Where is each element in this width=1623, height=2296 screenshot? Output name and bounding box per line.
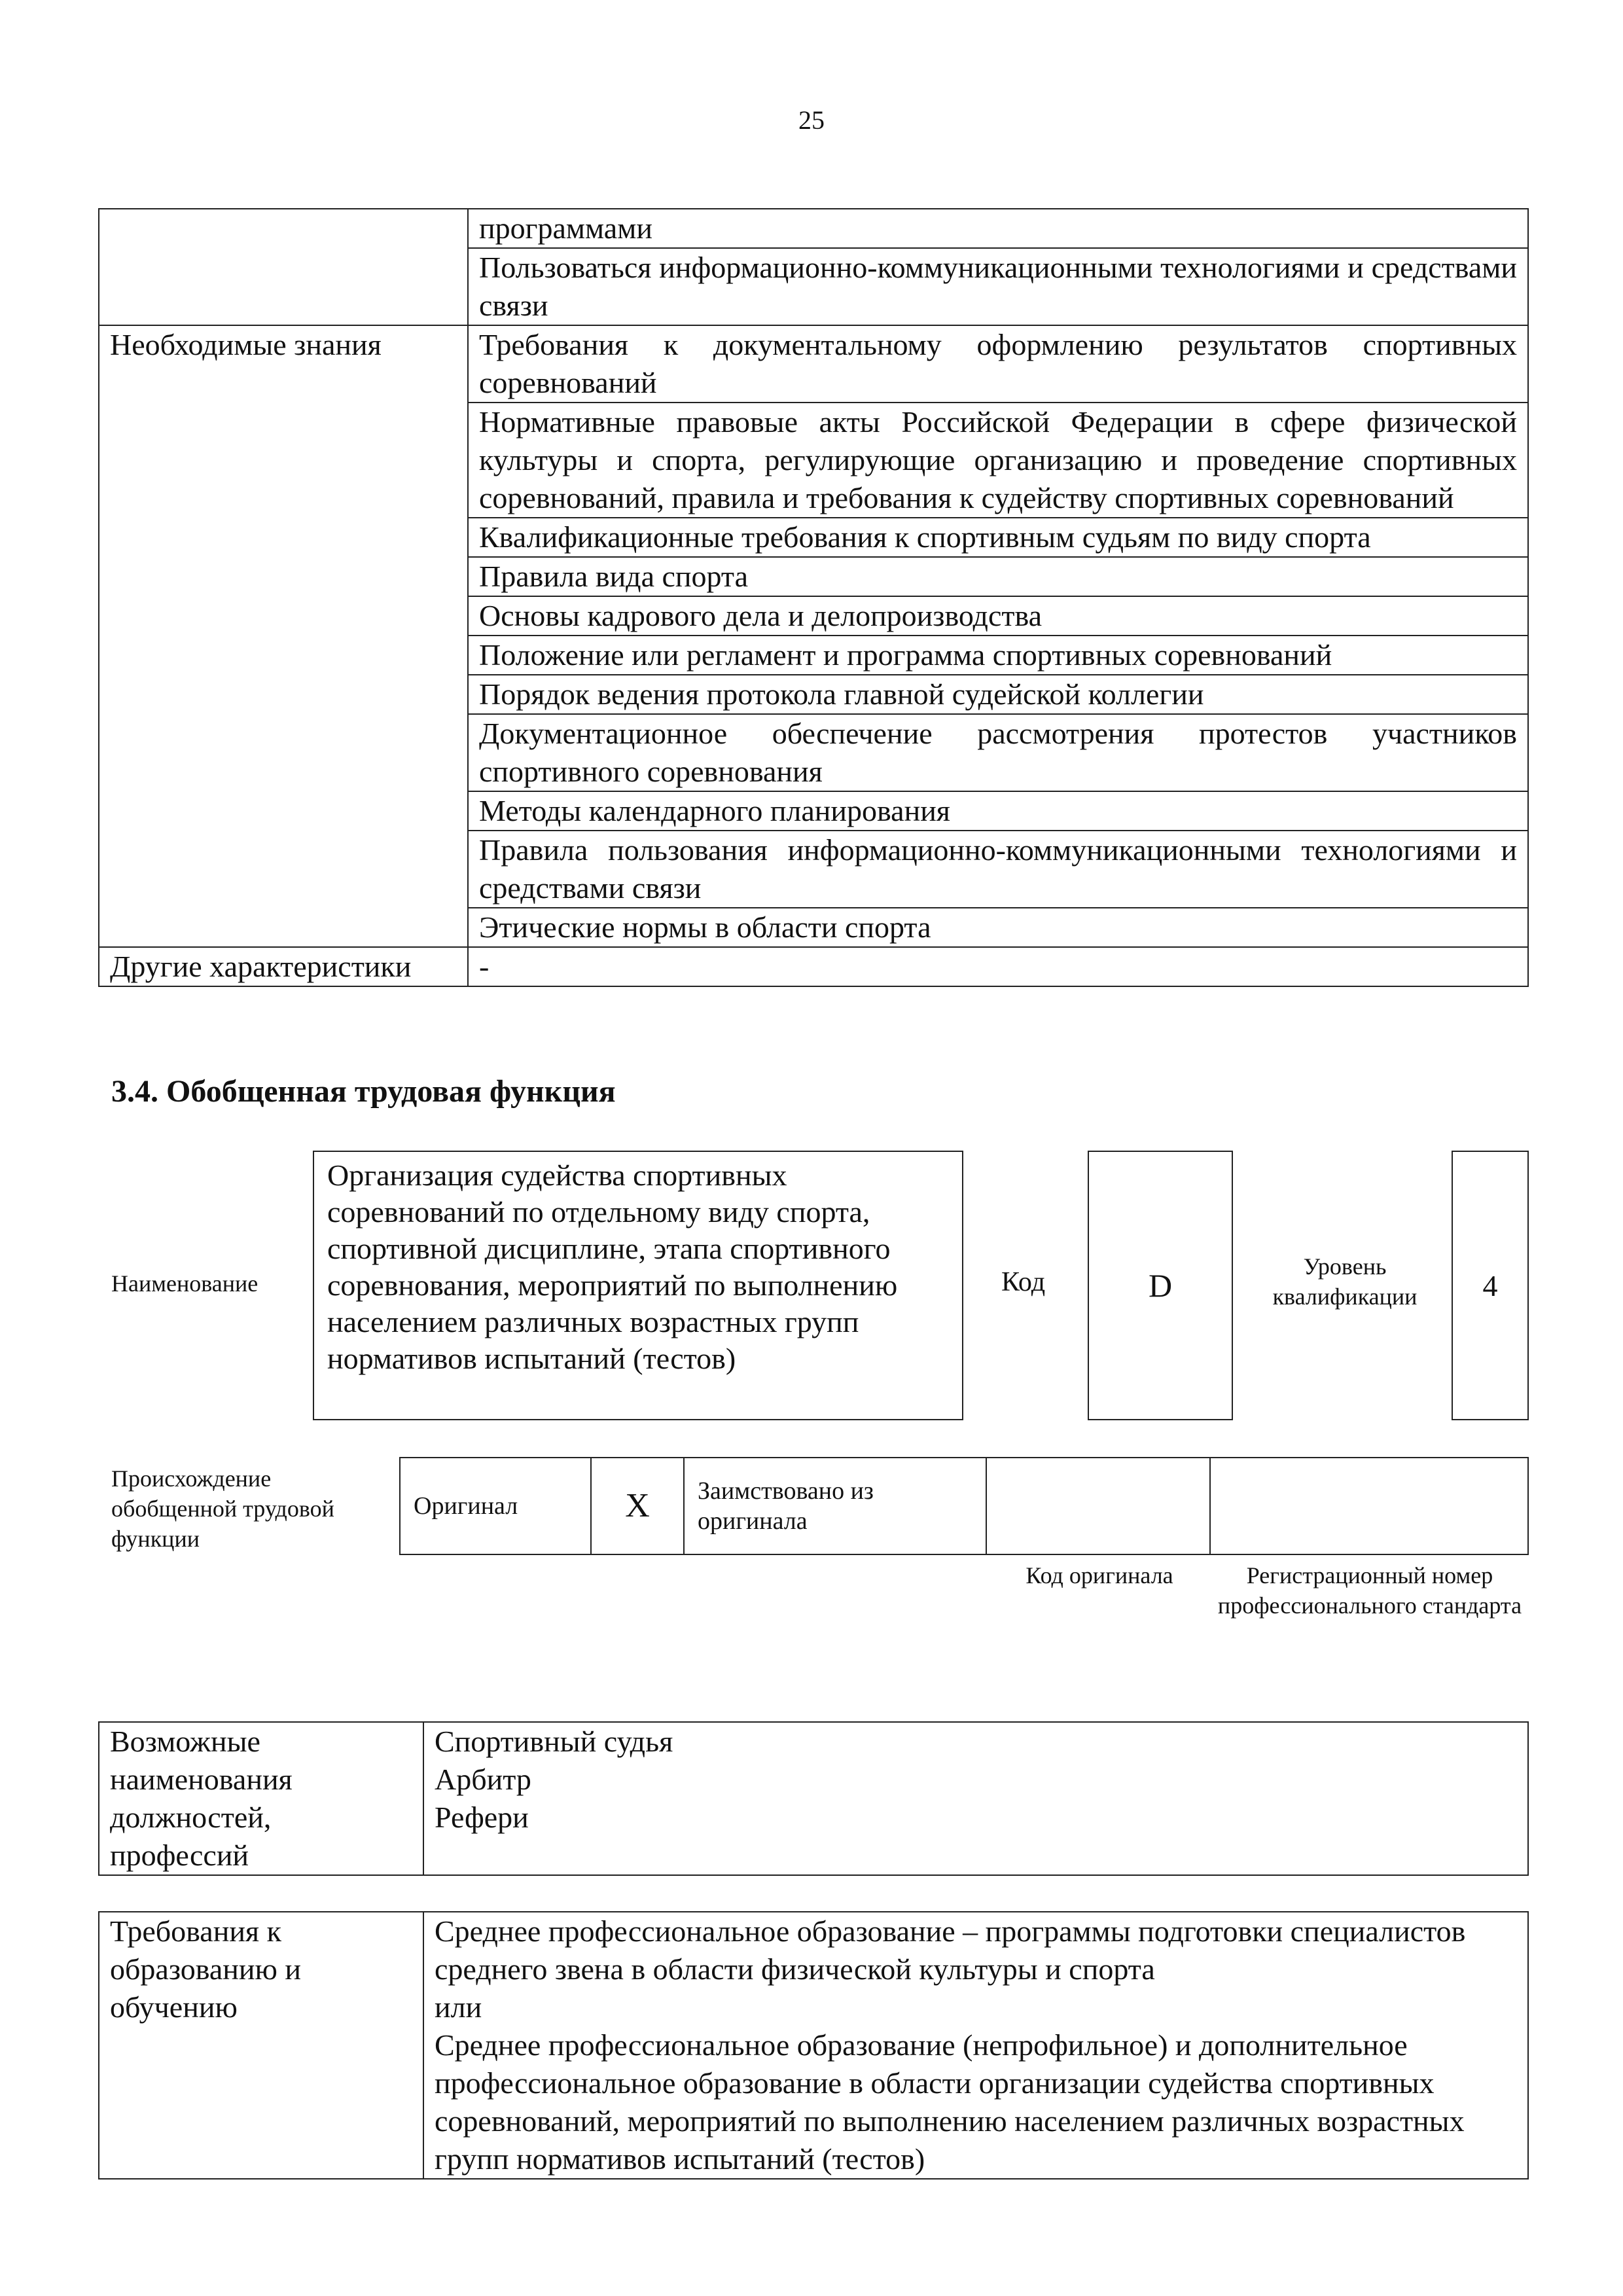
row-label: Другие характеристики: [99, 947, 468, 986]
page-number: 25: [798, 105, 825, 135]
education-table: [98, 1911, 1529, 2179]
list-item: Спортивный судья: [435, 1725, 673, 1758]
row-text: -: [468, 947, 1528, 986]
education-text: [423, 1912, 1528, 2179]
reg-number-cell: [1210, 1458, 1528, 1554]
knowledge-table: [98, 208, 1529, 987]
name-value: Организация судейства спортивных соревнований по отдельному виду спорта, спортивной дисциплине, этапа спортивного соревнования, мероприятий по выполнению населением различных возрастных групп нормативов испытаний (тестов): [313, 1151, 963, 1420]
positions-label: Возможные наименования должностей, профессий: [99, 1722, 423, 1875]
row-text: Правила пользования информационно-коммуникационными технологиями и средствами связи: [468, 831, 1528, 908]
reg-number-caption: Регистрационный номер профессионального стандарта: [1217, 1562, 1522, 1619]
table-row: [99, 325, 1528, 403]
row-text: Квалификационные требования к спортивным судьям по виду спорта: [468, 518, 1528, 557]
level-value: 4: [1452, 1151, 1529, 1420]
code-original-caption: Код оригинала: [1026, 1562, 1173, 1588]
positions-list: [423, 1722, 1528, 1875]
education-option-2: Среднее профессиональное образование (непрофильное) и дополнительное профессиональное образование в области организации судейства спортивных соревнований, мероприятий по выполнению населением различных возрастных групп нормативов испытаний (тестов): [435, 2028, 1465, 2176]
row-text: Основы кадрового дела и делопроизводства: [468, 596, 1528, 636]
code-value: D: [1088, 1151, 1233, 1420]
row-label: [99, 209, 468, 325]
row-text: Пользоваться информационно-коммуникационными технологиями и средствами связи: [468, 248, 1528, 325]
name-label: Наименование: [111, 1270, 259, 1297]
table-row: [99, 1722, 1528, 1875]
list-item: Рефери: [435, 1801, 529, 1834]
row-text: Правила вида спорта: [468, 557, 1528, 596]
row-text: Документационное обеспечение рассмотрения протестов участников спортивного соревнования: [468, 714, 1528, 791]
table-row: [99, 1912, 1528, 2179]
table-row: [99, 209, 1528, 248]
row-text: Этические нормы в области спорта: [468, 908, 1528, 947]
row-text: Методы календарного планирования: [468, 791, 1528, 831]
borrowed-label: Заимствовано из оригинала: [684, 1458, 986, 1554]
row-text: Положение или регламент и программа спортивных соревнований: [468, 636, 1528, 675]
list-item: Арбитр: [435, 1763, 531, 1796]
level-label: Уровень квалификации: [1272, 1253, 1418, 1310]
origin-label: Происхождение обобщенной трудовой функции: [111, 1465, 334, 1552]
education-label: Требования к образованию и обучению: [99, 1912, 423, 2179]
section-title: 3.4. Обобщенная трудовая функция: [111, 1074, 616, 1109]
table-row: [400, 1458, 1528, 1554]
row-label: Необходимые знания: [99, 325, 468, 947]
row-text: Нормативные правовые акты Российской Федерации в сфере физической культуры и спорта, регулирующие организацию и проведение спортивных соревнований, правила и требования к судейству спортивных соревнований: [468, 403, 1528, 518]
original-label: Оригинал: [400, 1458, 591, 1554]
education-or: или: [435, 1990, 482, 2024]
code-label: Код: [1001, 1267, 1046, 1297]
row-text: Порядок ведения протокола главной судейской коллегии: [468, 675, 1528, 714]
positions-table: [98, 1721, 1529, 1876]
code-original-cell: [986, 1458, 1210, 1554]
education-option-1: Среднее профессиональное образование – программы подготовки специалистов среднего звена в области физической культуры и спорта: [435, 1914, 1466, 1986]
original-mark: X: [591, 1458, 684, 1554]
origin-table: [399, 1457, 1529, 1555]
table-row: [99, 947, 1528, 986]
row-text: Требования к документальному оформлению результатов спортивных соревнований: [468, 325, 1528, 403]
row-text: программами: [468, 209, 1528, 248]
